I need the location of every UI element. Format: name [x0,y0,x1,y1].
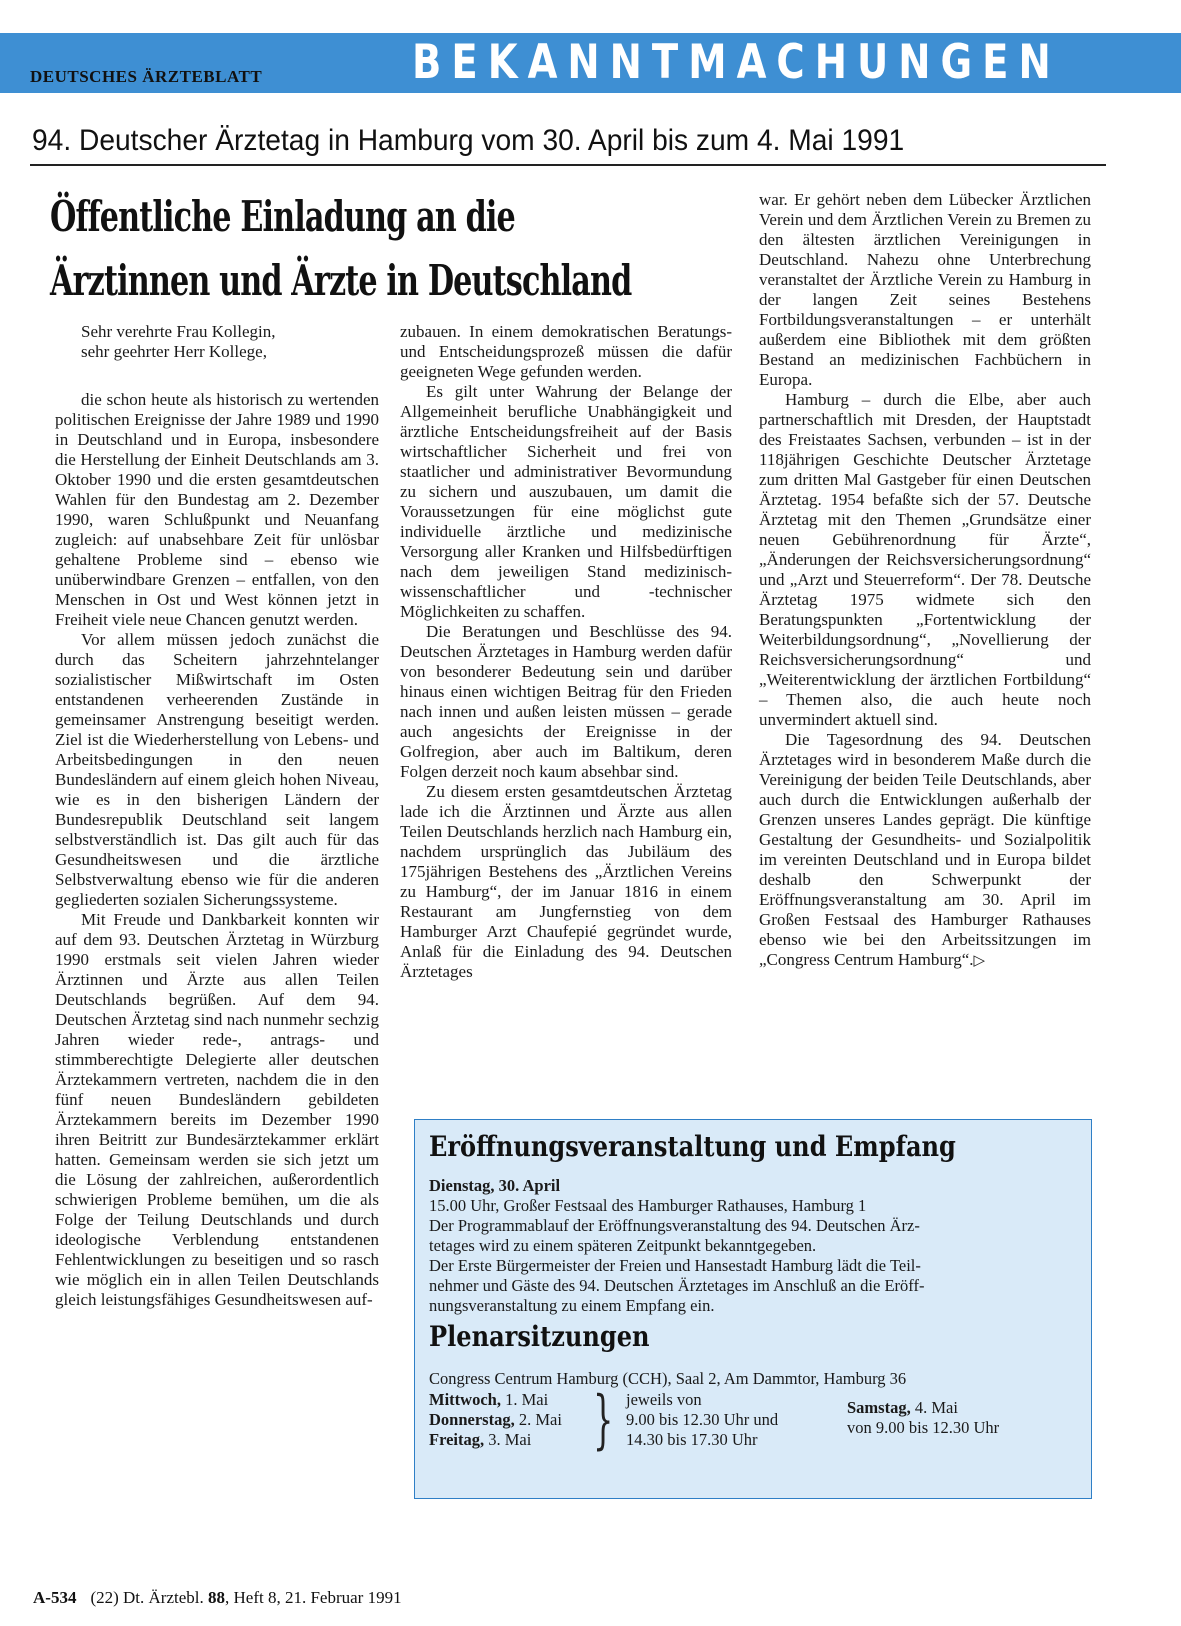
footer-suffix: , Heft 8, 21. Februar 1991 [225,1588,402,1607]
article-paragraph: die schon heute als historisch zu wertenden politischen Ereignisse der Jahre 1989 und 1990 in Deutschland und in Europa, insbesondere die Herstellung der Einheit Deutschlands am 3. Oktober 1990 und die ersten gesamtdeutschen Wahlen für den Bundestag am 2. Dezember 1990, waren Schlußpunkt und Neuanfang zugleich: auf unabsehbare Zeit für unlösbar gehaltene Probleme sind – ebenso wie unüberwindbare Grenzen – entfallen, von den Menschen in Ost und West können jetzt in Freiheit viele neue Chancen genutzt werden. [55,390,379,629]
opening-line: nungsveranstaltung zu einem Empfang ein. [429,1296,715,1315]
salutation-line-2: sehr geehrter Herr Kollege, [81,342,267,361]
plenary-day: Mittwoch, [429,1390,501,1409]
plenary-day-row [429,1390,562,1410]
opening-details [429,1196,1069,1316]
opening-line: Der Programmablauf der Eröffnungsveranstaltung des 94. Deutschen Ärz- [429,1216,920,1235]
plenary-date: 2. Mai [518,1410,562,1429]
plenary-time-line: 9.00 bis 12.30 Uhr und [626,1410,779,1429]
article-paragraph: Mit Freude und Dankbarkeit konnten wir auf dem 93. Deutschen Ärztetag in Würzburg 1990 erstmals seit vielen Jahren wieder Ärztinnen und Ärzte aus allen Teilen Deutschlands begrüßen. Auf dem 94. Deutschen Ärztetag sind nach nunmehr sechzig Jahren wieder rede-, antrags- und stimmberechtigte Delegierte aller deutschen Ärztekammern vertreten, nachdem die in den fünf neuen Bundesländern gebildeten Ärztekammern bereits im Dezember 1990 ihren Beitritt zur Bundesärztekammer erklärt hatten. Gemeinsam werden sie sich jetzt um die Lösung der zahlreichen, außerordentlich schwierigen Probleme bemühen, um die als Folge der Teilung Deutschlands und durch ideologische Verblendung entstandenen Fehlentwicklungen zu beseitigen und so rasch wie möglich ein in allen Teilen Deutschlands gleich leistungsfähiges Gesundheitswesen auf- [55,910,379,1309]
article-paragraph: Vor allem müssen jedoch zunächst die durch das Scheitern jahrzehntelanger sozialistischer Mißwirtschaft im Osten entstandenen verheerenden Zustände in gemeinsamer Anstrengung beseitigt werden. Ziel ist die Wiederherstellung von Lebens- und Arbeitsbedingungen in den neuen Bundesländern auf einem gleich hohen Niveau, wie es in den bisherigen Ländern der Bundesrepublik Deutschland seit langem selbstverständlich ist. Das gilt auch für das Gesundheitswesen und die ärztliche Selbstverwaltung ebenso wie für die anderen gegliederten sozialen Sicherungssysteme. [55,630,379,909]
saturday-session [847,1398,999,1438]
article-paragraph: war. Er gehört neben dem Lübecker Ärztlichen Verein und dem Ärztlichen Verein zu Bremen zu den ältesten ärztlichen Vereinigungen in Deutschland. Nahezu ohne Unterbrechung veranstaltet der Ärztliche Verein zu Hamburg in der langen Zeit seines Bestehens Fortbildungsveranstaltungen – er unterhält außerdem eine Bibliothek mit dem größten Bestand an medizinischen Fachbüchern in Europa. [759,190,1091,389]
event-info-box [414,1119,1092,1499]
article-paragraph: Zu diesem ersten gesamtdeutschen Ärztetag lade ich die Ärztinnen und Ärzte aus allen Teilen Deutschlands herzlich nach Hamburg ein, nachdem ursprünglich das Jubiläum des 175jährigen Bestehens des „Ärztlichen Vereins zu Hamburg“, der im Januar 1816 in einem Restaurant am Jungfernstieg von dem Hamburger Arzt Chaufepié gegründet wurde, Anlaß für die Einladung des 94. Deutschen Ärztetages [400,782,732,981]
footer-prefix: (22) Dt. Ärztebl. [90,1588,204,1607]
article-paragraph: zubauen. In einem demokratischen Beratungs- und Entscheidungsprozeß müssen die dafür geeigneten Wege gefunden werden. [400,322,732,381]
article-paragraph: Es gilt unter Wahrung der Belange der Allgemeinheit berufliche Unabhängigkeit und ärztliche Entscheidungsfreiheit auf der Basis wirtschaftlicher Sicherheit und frei von staatlicher und administrativer Bevormundung zu sichern und auszubauen, um damit die Voraussetzungen für eine möglichst gute individuelle ärztliche und medizinische Versorgung aller Kranken und Hilfsbedürftigen nach dem jeweiligen Stand medizinisch-wissenschaftlicher und -technischer Möglichkeiten zu schaffen. [400,382,732,621]
headline-line-1: Öffentliche Einladung an die [50,192,515,241]
headline [50,185,750,313]
saturday-day: Samstag, [847,1398,911,1417]
saturday-time: von 9.00 bis 12.30 Uhr [847,1418,1000,1437]
plenary-times [626,1390,778,1450]
brace-icon: } [593,1383,614,1457]
opening-line: Der Erste Bürgermeister der Freien und Hansestadt Hamburg lädt die Teil- [429,1256,921,1275]
plenary-time-line: 14.30 bis 17.30 Uhr [626,1430,758,1449]
footer-volume: 88 [208,1588,226,1607]
plenary-venue: Congress Centrum Hamburg (CCH), Saal 2, Am Dammtor, Hamburg 36 [429,1369,907,1388]
headline-line-2: Ärztinnen und Ärzte in Deutschland [50,256,632,305]
saturday-row [847,1398,999,1418]
continue-arrow-icon: ▷ [973,951,986,969]
article-column-3 [759,190,1091,970]
opening-date: Dienstag, 30. April [429,1176,561,1195]
opening-heading: Eröffnungsveranstaltung und Empfang [429,1130,956,1163]
plenary-day-row [429,1410,562,1430]
page-footer [33,1588,402,1608]
saturday-date: 4. Mai [914,1398,958,1417]
salutation-gap [55,362,379,390]
article-column-2 [400,322,732,982]
title-rule [30,164,1106,166]
publication-name: DEUTSCHES ÄRZTEBLATT [30,67,263,86]
article-paragraph: Die Beratungen und Beschlüsse des 94. Deutschen Ärztetages in Hamburg werden dafür von besonderer Bedeutung sein und darüber hinaus einen wichtigen Beitrag für den Frieden nach innen und außen leisten müssen – gerade auch angesichts der Ereignisse in der Golfregion, aber auch im Baltikum, deren Folgen derzeit noch kaum absehbar sind. [400,622,732,781]
section-title: BEKANNTMACHUNGEN [412,35,1061,90]
article-paragraph: Hamburg – durch die Elbe, aber auch partnerschaftlich mit Dresden, der Hauptstadt des Freistaates Sachsen, verbunden – ist in der 118jährigen Geschichte Deutscher Ärztetage zum dritten Mal Gastgeber für einen Deutschen Ärztetag. 1954 befaßte sich der 57. Deutsche Ärztetag mit den Themen „Grundsätze einer neuen Gebührenordnung für Ärzte“, „Änderungen der Reichsversicherungsordnung“ und „Arzt und Steuerreform“. Der 78. Deutsche Ärztetag 1975 widmete sich den Beratungspunkten „Fortentwicklung der Weiterbildungsordnung“, „Novellierung der Reichsversicherungsordnung“ und „Weiterentwicklung der ärztlichen Fortbildung“ – Themen also, die auch heute noch unvermindert aktuell sind. [759,390,1091,729]
plenary-day: Donnerstag, [429,1410,515,1429]
plenary-day: Freitag, [429,1430,485,1449]
plenary-time-line: jeweils von [626,1390,702,1409]
opening-line: tetages wird zu einem späteren Zeitpunkt bekanntgegeben. [429,1236,817,1255]
opening-line: nehmer und Gäste des 94. Deutschen Ärztetages im Anschluß an die Eröff- [429,1276,925,1295]
plenary-days [429,1390,562,1450]
plenary-date: 1. Mai [505,1390,549,1409]
article-paragraph [759,730,1091,970]
salutation-line-1: Sehr verehrte Frau Kollegin, [81,322,276,341]
plenary-heading: Plenarsitzungen [429,1320,650,1353]
plenary-day-row [429,1430,562,1450]
page-number: A-534 [33,1588,77,1607]
opening-line: 15.00 Uhr, Großer Festsaal des Hamburger Rathauses, Hamburg 1 [429,1196,867,1215]
article-paragraph-text: Die Tagesordnung des 94. Deutschen Ärztetages wird in besonderem Maße durch die Vereinigung der beiden Teile Deutschlands, aber auch durch die Entwicklungen außerhalb der Grenzen unseres Landes geprägt. Die künftige Gestaltung der Gesundheits- und Sozialpolitik im vereinten Deutschland und in Europa bildet deshalb den Schwerpunkt der Eröffnungsveranstaltung am 30. April im Großen Festsaal des Hamburger Rathauses ebenso wie bei den Arbeitssitzungen im „Congress Centrum Hamburg“. [759,730,1091,969]
event-title: 94. Deutscher Ärztetag in Hamburg vom 30. April bis zum 4. Mai 1991 [32,124,905,157]
plenary-date: 3. Mai [488,1430,532,1449]
article-column-1 [55,322,379,1310]
